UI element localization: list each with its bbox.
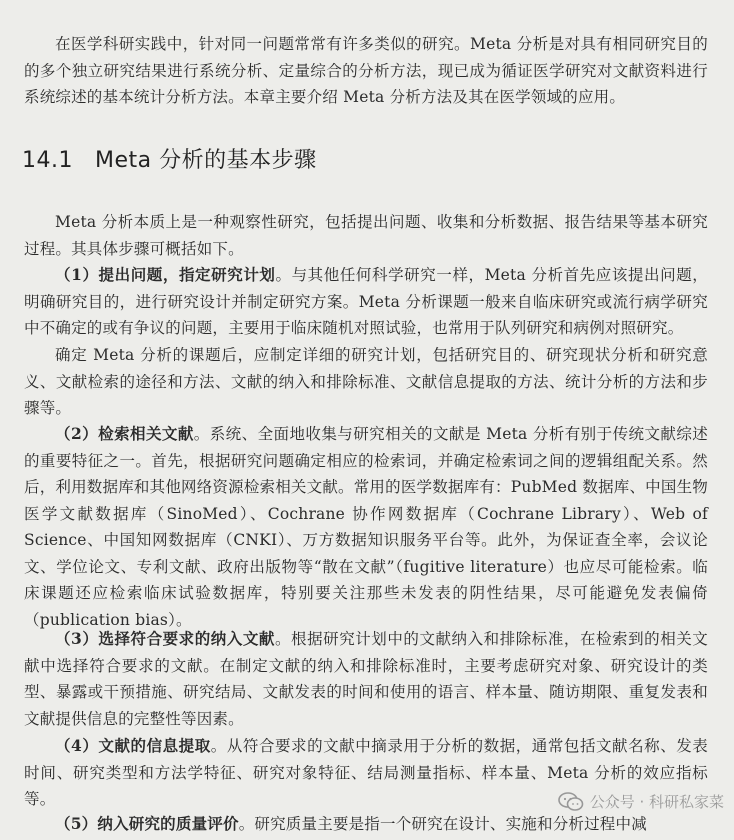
step-3-paragraph xyxy=(24,626,708,732)
step-2-text: 。系统、全面地收集与研究相关的文献是 Meta 分析有别于传统文献综述的重要特征之一。首先，根据研究问题确定相应的检索词，并确定检索词之间的逻辑组配关系。然后，利用数据库和其他网络资源检索相关文献。常用的医学数据库有：PubMed 数据库、中国生物医学文献数据库（SinoMed）、Cochrane 协作网数据库（Cochrane Library）、Web of Science、中国知网数据库（CNKI）、万方数据知识服务平台等。此外，为保证查全率，会议论文、学位论文、专利文献、政府出版物等“散在文献”（fugitive literature）也应尽可能检索。临床课题还应检索临床试验数据库，特别要关注那些未发表的阴性结果，尽可能避免发表偏倚（publication bias）。 xyxy=(24,425,708,629)
section-number: 14.1 xyxy=(22,148,73,173)
wechat-icon xyxy=(558,792,584,812)
wechat-watermark xyxy=(558,791,724,812)
section-heading xyxy=(22,143,317,174)
step-4-text: 。从符合要求的文献中摘录用于分析的数据，通常包括文献名称、发表时间、研究类型和方法学特征、研究对象特征、结局测量指标、样本量、Meta 分析的效应指标等。 xyxy=(24,737,708,808)
step-1-paragraph xyxy=(24,262,708,342)
step-2-label: （2）检索相关文献 xyxy=(55,424,194,443)
step-2-paragraph xyxy=(24,421,708,633)
step-1-text: 。与其他任何科学研究一样，Meta 分析首先应该提出问题，明确研究目的，进行研究设计并制定研究方案。Meta 分析课题一般来自临床研究或流行病学研究中不确定的或有争议的问题，主要用于临床随机对照试验，也常用于队列研究和病例对照研究。 xyxy=(24,266,708,337)
step-4-label: （4）文献的信息提取 xyxy=(55,736,211,755)
step-5-text: 。研究质量主要是指一个研究在设计、实施和分析过程中减 xyxy=(238,815,647,833)
step-1-label: （1）提出问题，指定研究计划 xyxy=(55,265,276,284)
step-3-label: （3）选择符合要求的纳入文献 xyxy=(55,629,275,648)
step-3-text: 。根据研究计划中的文献纳入和排除标准，在检索到的相关文献中选择符合要求的文献。在制定文献的纳入和排除标准时，主要考虑研究对象、研究设计的类型、暴露或干预措施、研究结局、文献发表的时间和使用的语言、样本量、随访期限、重复发表和文献提供信息的完整性等因素。 xyxy=(24,630,709,728)
step-5-label: （5）纳入研究的质量评价 xyxy=(55,814,239,833)
step-5-paragraph xyxy=(24,811,708,838)
watermark-text: 公众号 · 科研私家菜 xyxy=(589,793,724,811)
paragraph-overview: Meta 分析本质上是一种观察性研究，包括提出问题、收集和分析数据、报告结果等基本研究过程。其具体步骤可概括如下。 xyxy=(24,213,708,258)
paragraph-plan: 确定 Meta 分析的课题后，应制定详细的研究计划，包括研究目的、研究现状分析和研究意义、文献检索的途径和方法、文献的纳入和排除标准、文献信息提取的方法、统计分析的方法和步骤等。 xyxy=(24,346,708,417)
intro-paragraph: 在医学科研实践中，针对同一问题常常有许多类似的研究。Meta 分析是对具有相同研究目的的多个独立研究结果进行系统分析、定量综合的分析方法，现已成为循证医学研究对文献资料进行系统综述的基本统计分析方法。本章主要介绍 Meta 分析方法及其在医学领域的应用。 xyxy=(24,35,708,106)
section-title: Meta 分析的基本步骤 xyxy=(94,148,317,173)
